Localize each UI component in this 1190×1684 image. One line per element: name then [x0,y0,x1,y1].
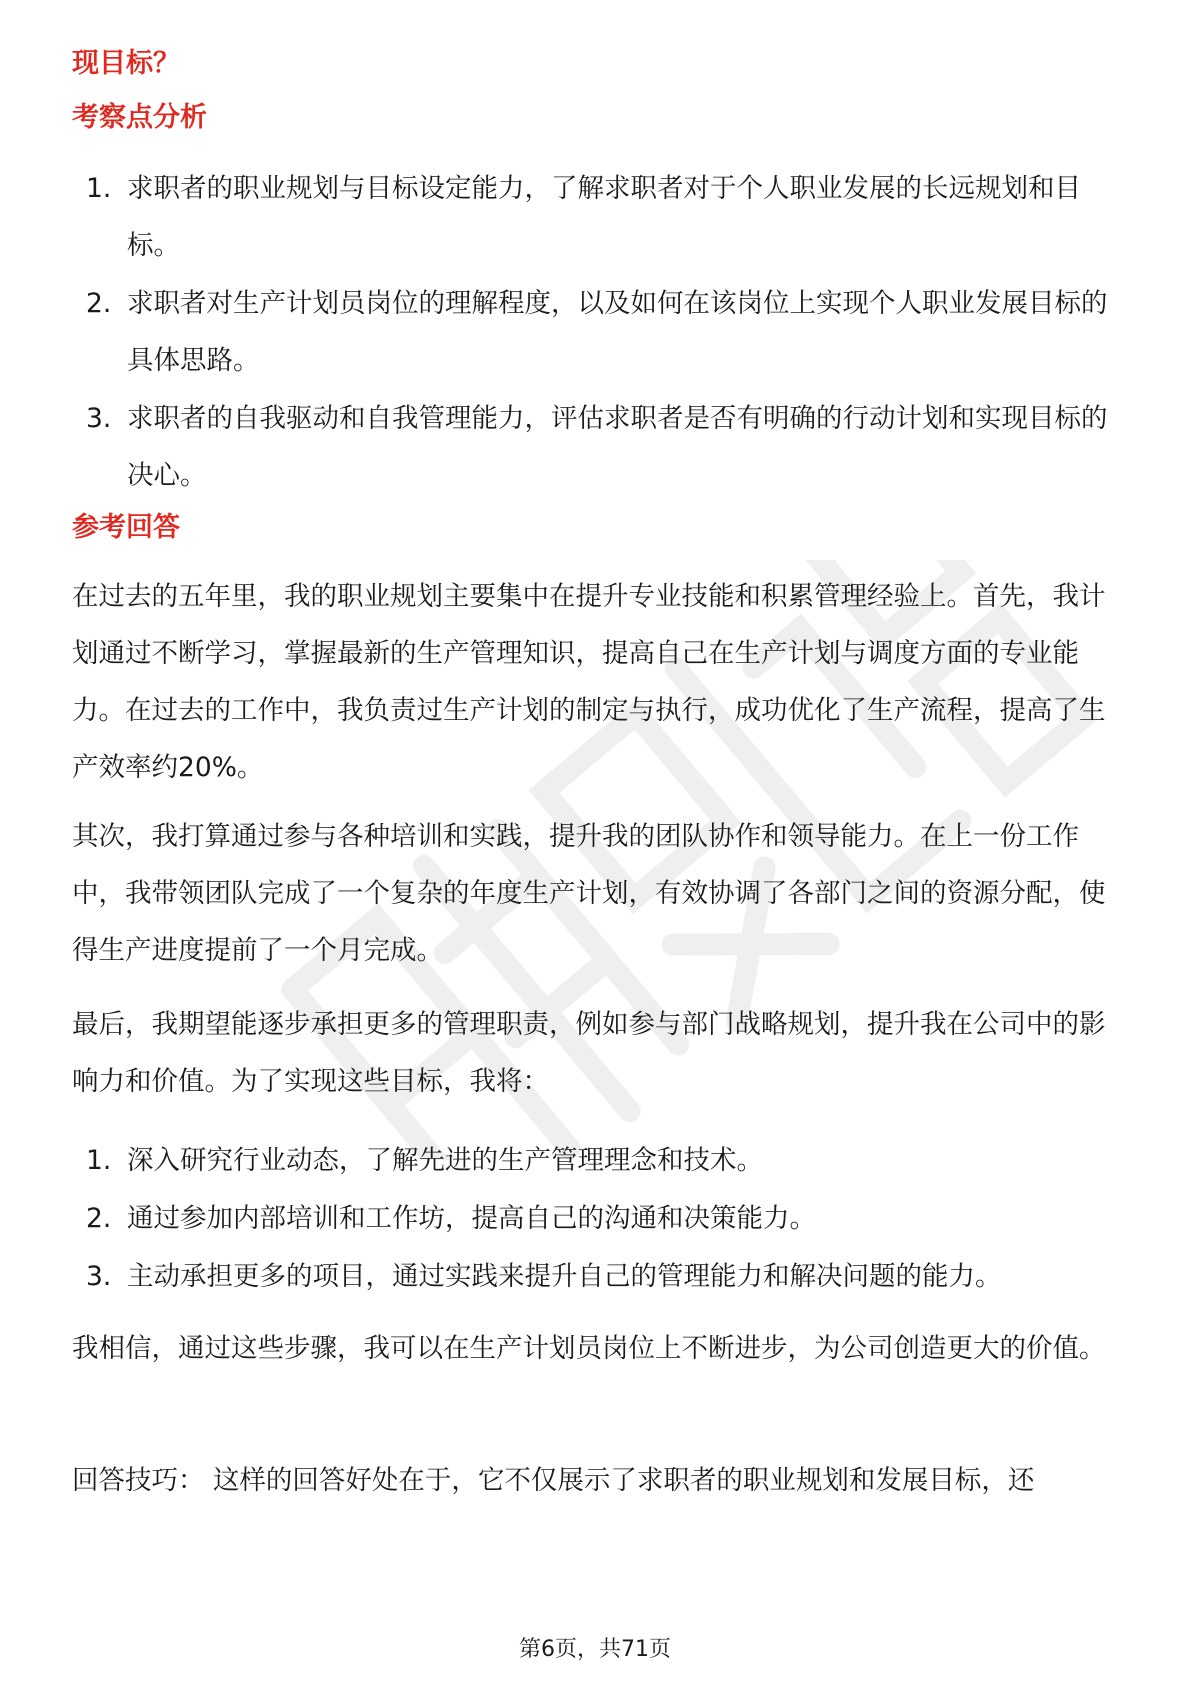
list-item [72,160,1122,274]
answer-paragraph-4: 我相信，通过这些步骤，我可以在生产计划员岗位上不断进步，为公司创造更大的价值。 [72,1333,1106,1364]
item-number: 3. [86,403,112,434]
answer-paragraph-3: 最后，我期望能逐步承担更多的管理职责，例如参与部门战略规划，提升我在公司中的影响力和价值。为了实现这些目标，我将： [72,1009,1106,1097]
answer-tip: 回答技巧： 这样的回答好处在于，它不仅展示了求职者的职业规划和发展目标，还 [72,1465,1035,1496]
list-item [72,1190,1122,1247]
answer-paragraph-2: 其次，我打算通过参与各种培训和实践，提升我的团队协作和领导能力。在上一份工作中，我带领团队完成了一个复杂的年度生产计划，有效协调了各部门之间的资源分配，使得生产进度提前了一个月完成。 [72,821,1106,966]
list-item [72,1132,1122,1189]
item-number: 2. [86,288,112,319]
item-number: 1. [86,1145,112,1176]
item-text: 通过参加内部培训和工作坊，提高自己的沟通和决策能力。 [127,1203,816,1234]
item-number: 2. [86,1203,112,1234]
list-item [72,390,1122,504]
analysis-heading: 考察点分析 [72,102,207,133]
analysis-list [72,160,1122,505]
list-item [72,275,1122,389]
item-text: 主动承担更多的项目，通过实践来提升自己的管理能力和解决问题的能力。 [127,1261,1002,1292]
item-text: 求职者对生产计划员岗位的理解程度，以及如何在该岗位上实现个人职业发展目标的具体思路。 [127,288,1108,376]
page-number: 第6页，共71页 [519,1637,671,1662]
item-number: 1. [86,173,112,204]
action-steps-list [72,1132,1122,1306]
answer-heading: 参考回答 [72,512,180,543]
item-text: 深入研究行业动态，了解先进的生产管理理念和技术。 [127,1145,763,1176]
continued-heading: 现目标？ [72,48,180,79]
item-text: 求职者的职业规划与目标设定能力，了解求职者对于个人职业发展的长远规划和目标。 [127,173,1081,261]
item-number: 3. [86,1261,112,1292]
list-item [72,1248,1122,1305]
item-text: 求职者的自我驱动和自我管理能力，评估求职者是否有明确的行动计划和实现目标的决心。 [127,403,1108,491]
answer-paragraph-1: 在过去的五年里，我的职业规划主要集中在提升专业技能和积累管理经验上。首先，我计划通过不断学习，掌握最新的生产管理知识，提高自己在生产计划与调度方面的专业能力。在过去的工作中，我负责过生产计划的制定与执行，成功优化了生产流程，提高了生产效率约20%。 [72,581,1106,783]
